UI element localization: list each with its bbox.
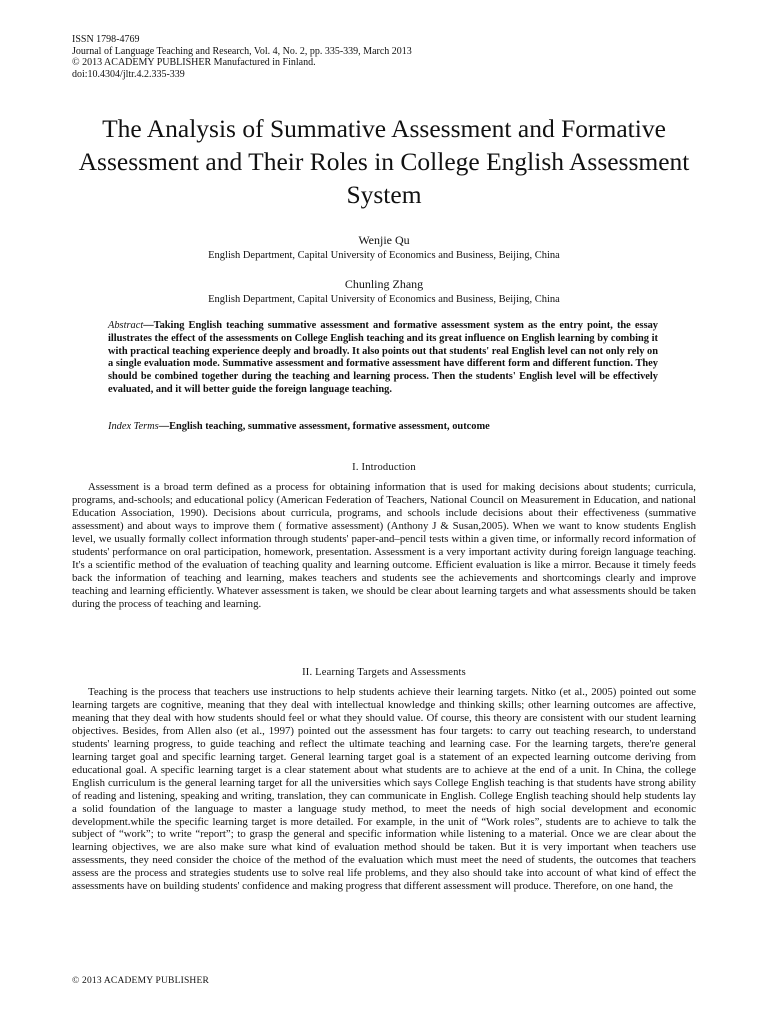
abstract-text: —Taking English teaching summative assessment and formative assessment system as the entry point, the essay illustrates the effect of the assessments on College English teaching and its great influence on English learning by combing it with practical teaching experience deeply and broadly. It also points out that students' real English level can not only rely on a single evaluation mode. Summative assessment and formative assessment have different form and different function. They should be combined together during the teaching and learning process. Then the students' English level will be effectively evaluated, and it will better guide the foreign language teaching. — [108, 320, 658, 395]
copyright-line: © 2013 ACADEMY PUBLISHER Manufactured in Finland. — [72, 57, 316, 68]
doi-line: doi:10.4304/jltr.4.2.335-339 — [72, 68, 185, 80]
body-paragraph: Assessment is a broad term defined as a process for obtaining information that is used for making decisions about students; curricula, programs, and-schools; and educational policy (American Federation of Teachers, National Council on Measurement in Education, and national Education Association, 1990). Decisions about curricula, programs, and schools include decisions about their effectiveness (summative assessment) and about ways to improve them ( formative assessment) (Anthony J & Susan,2005). When we want to know students English level, we usually formally collect information through students' paper-and–pencil tests within a given time, or informally record information of students' performance on oral participation, homework, presentation. Assessment is a very important activity during foreign language teaching. It's a scientific method of the evaluation of teaching quality and learning outcome. Efficient evaluation is like a mirror. Because it timely feeds back the information of teaching and learning, makes teachers and students see the achievements and shortcomings clearly and improve teaching and learning efficiently. Whatever assessment is taken, we should be clear about learning targets and what assessments should be taken during the process of teaching and learning. — [72, 481, 696, 610]
author-block-1 — [72, 233, 696, 262]
author-name: Chunling Zhang — [344, 277, 424, 291]
section-heading-learning-targets: II. Learning Targets and Assessments — [302, 667, 466, 678]
abstract — [108, 320, 658, 397]
author-name: Wenjie Qu — [358, 233, 410, 247]
section-heading-introduction: I. Introduction — [352, 462, 416, 473]
abstract-label: Abstract — [108, 320, 144, 331]
issn-line: ISSN 1798-4769 — [72, 34, 140, 45]
paper-title: The Analysis of Summative Assessment and Formative Assessment and Their Roles in College English Assessment System — [78, 114, 690, 209]
index-terms — [108, 421, 658, 434]
index-terms-text: —English teaching, summative assessment, formative assessment, outcome — [158, 421, 490, 432]
page-footer: © 2013 ACADEMY PUBLISHER — [72, 976, 210, 986]
journal-masthead — [72, 34, 692, 80]
index-terms-label: Index Terms — [108, 421, 159, 432]
body-paragraph: Teaching is the process that teachers use instructions to help students achieve their learning targets. Nitko (et al., 2005) pointed out some learning targets are cognitive, meaning that they deal with intellectual knowledge and thinking skills; other learning outcomes are affective, meaning that they deal with how students should feel or what they should value. Of course, this theory are consistent with our student learning objectives. Besides, from Allen also (et al., 1997) pointed out the assessment has four targets: to carry out teaching research, to understand students' learning progress, to guide teaching and reflect the ultimate teaching and learning case. For the learning targets, there're general learning target goal and specific learning target. General learning target goal is a statement of an expected learning outcome deriving from educational goal. A specific learning target is a clear statement about what students are to achieve at the end of a unit. In China, the college English curriculum is the general learning target for all the universities which says College English teaching is that students have strong ability of reading and listening, speaking and writing, translation, they can communicate in English. College English teaching should help students lay a solid foundation of the language to master a language study method, to meet the needs of high social development and economic development.while the specific learning target is more detailed. For example, in the unit of “Work roles”, students are to achieve to talk the subject of “work”; to write “report”; to grasp the general and specific information while listening to a material. Once we are clear about the learning objectives, we are also make sure what kind of evaluation method should be taken. But it is very important when teachers use assessments, they need consider the choice of the method of the evaluation which must meet the need of students, the outcomes that teachers assess are the process and strategies students use to solve real life problems, and they also should take into account of what kind of effect the assessments have on building students' confidence and making progress that different assessment will produce. Therefore, on one hand, the — [72, 686, 696, 893]
author-affiliation: English Department, Capital University of Economics and Business, Beijing, China — [208, 294, 560, 305]
author-affiliation: English Department, Capital University of Economics and Business, Beijing, China — [208, 250, 560, 261]
author-block-2 — [72, 277, 696, 306]
journal-citation-line: Journal of Language Teaching and Research, Vol. 4, No. 2, pp. 335-339, March 2013 — [72, 45, 412, 57]
